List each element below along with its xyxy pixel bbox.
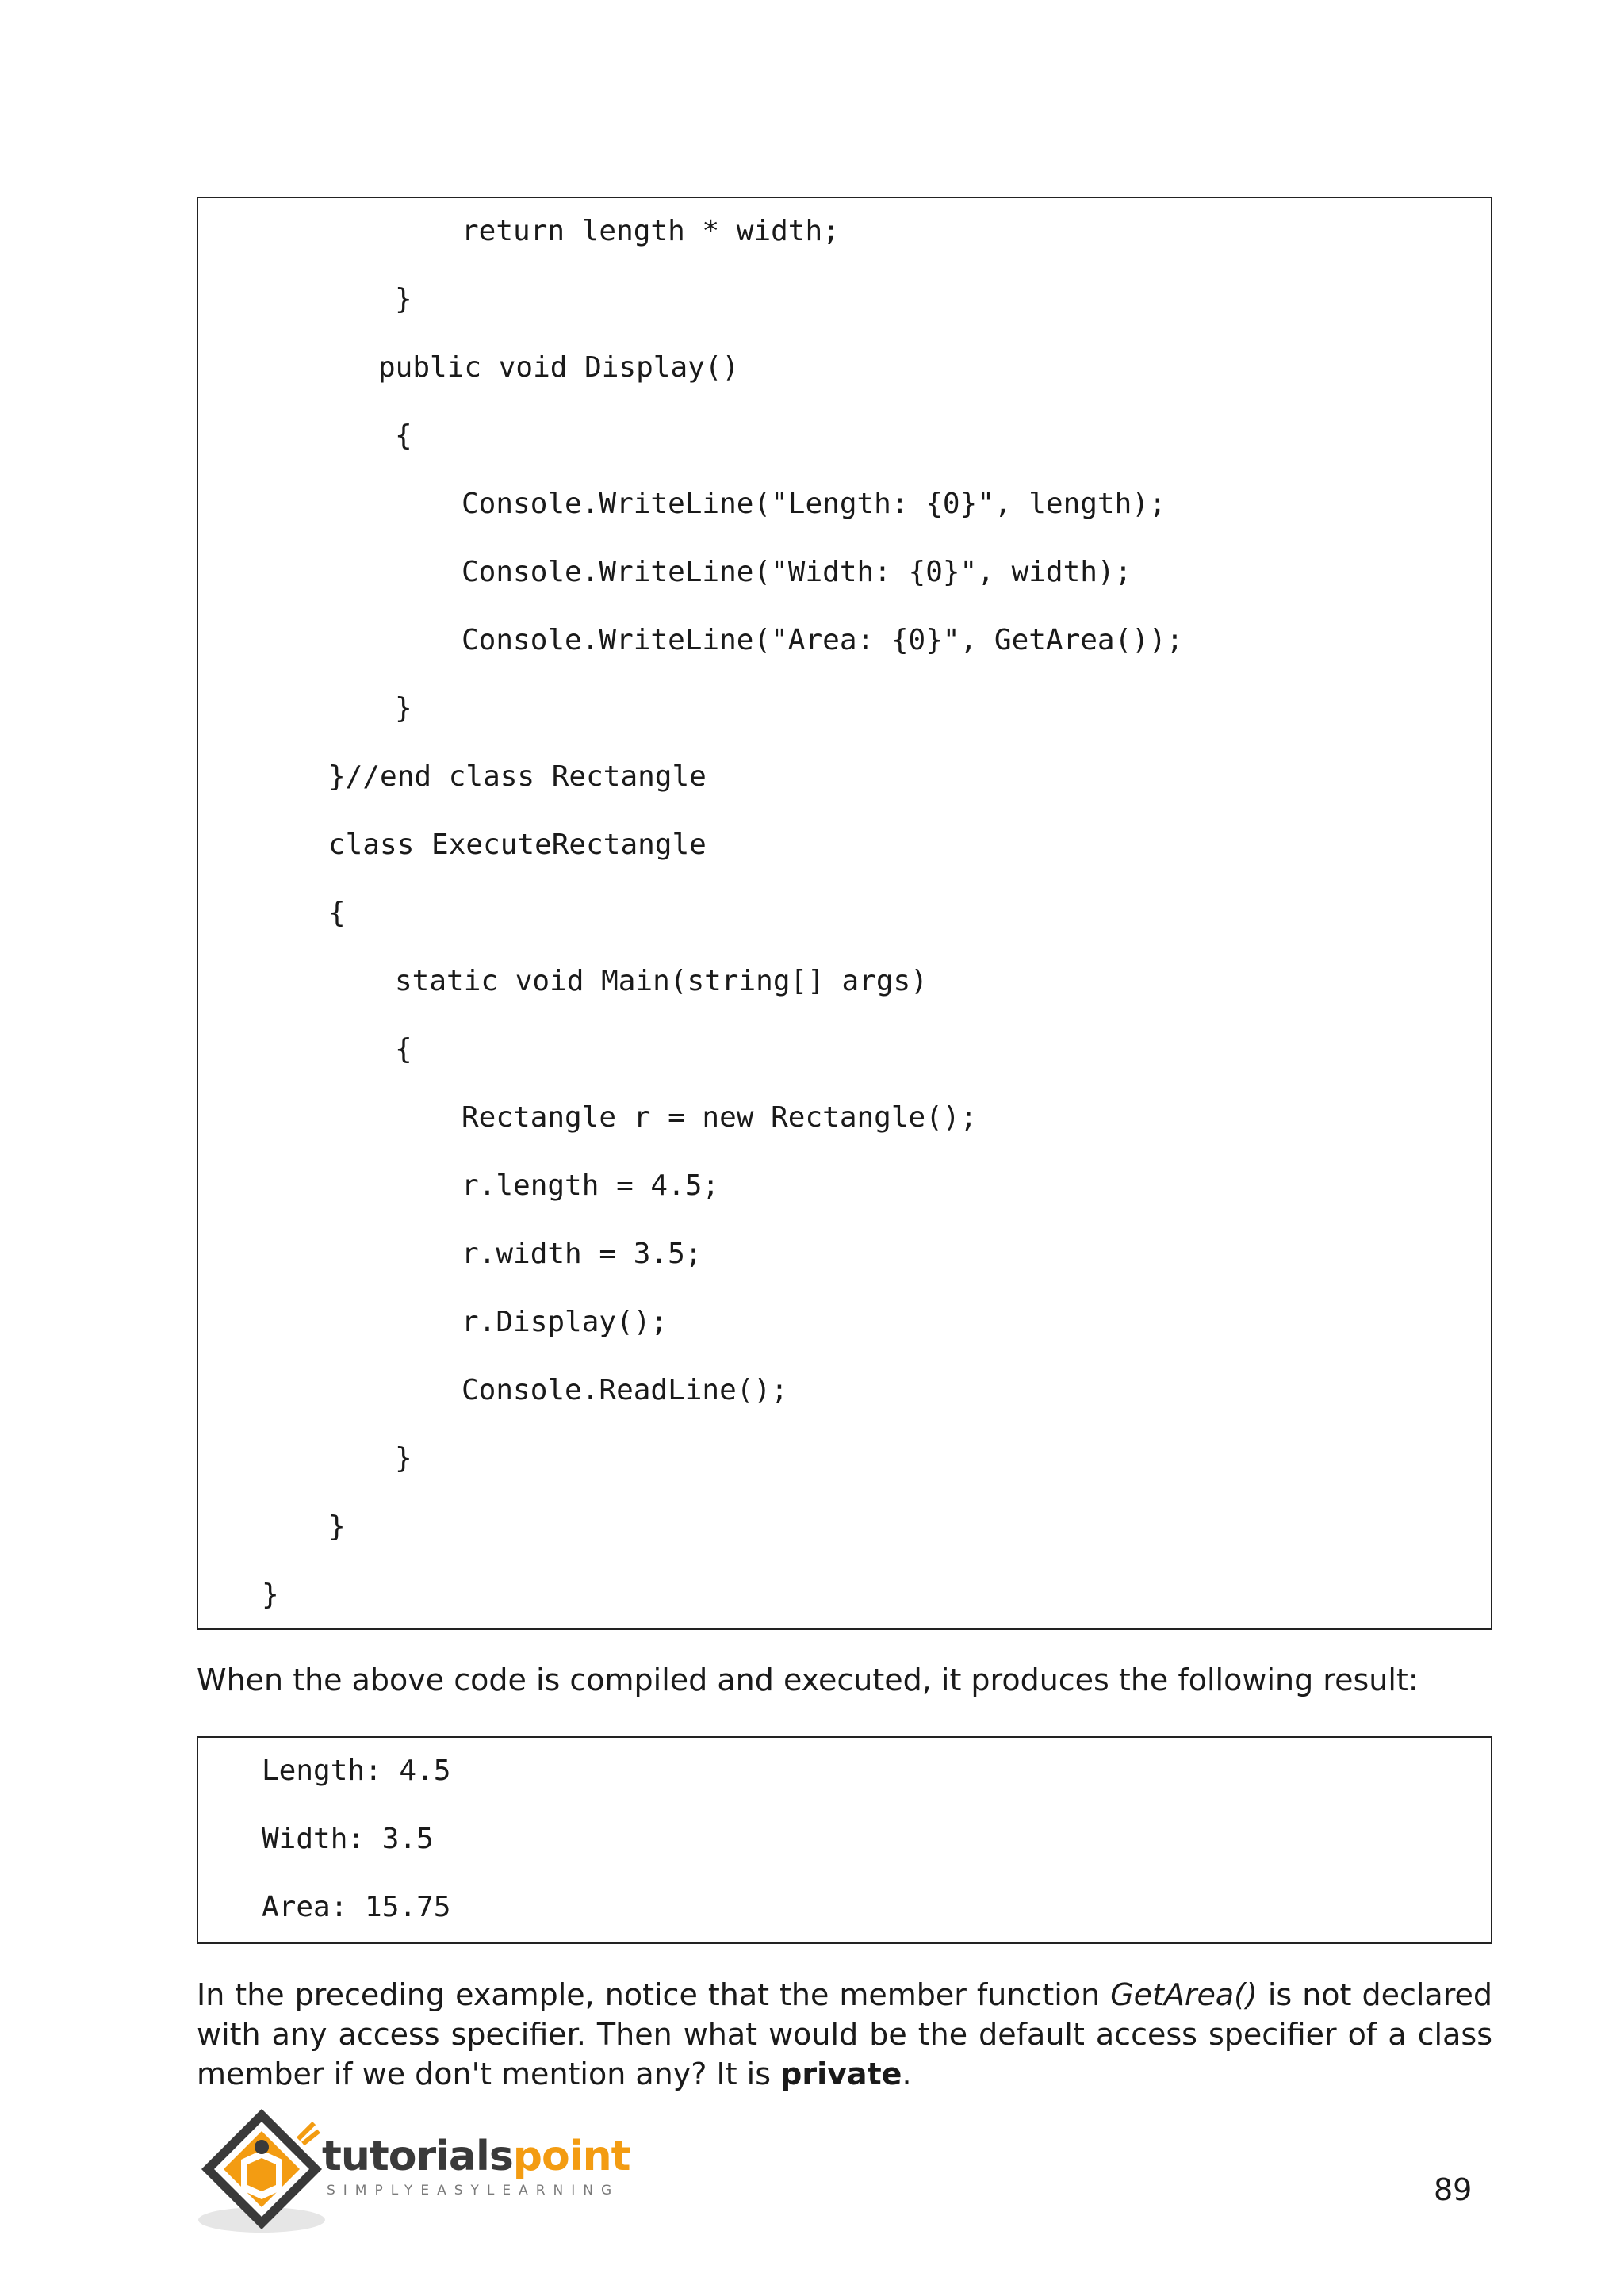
output-line: Area: 15.75: [262, 1891, 451, 1923]
explanation-text: In the preceding example, notice that the member function: [197, 1977, 1111, 2012]
page-number: 89: [1434, 2172, 1473, 2207]
code-line: Console.ReadLine();: [462, 1374, 788, 1406]
code-line: Console.WriteLine("Width: {0}", width);: [462, 556, 1132, 588]
code-line: Console.WriteLine("Area: {0}", GetArea());: [462, 624, 1184, 656]
code-line: public void Display(): [378, 351, 740, 384]
output-line: Width: 3.5: [262, 1823, 434, 1855]
code-line: }: [395, 283, 412, 316]
tutorialspoint-logo: [195, 2101, 671, 2236]
code-line: {: [328, 897, 346, 929]
explanation-line-3: [197, 2057, 912, 2091]
result-intro-text: When the above code is compiled and executed, it produces the following result:: [197, 1663, 1419, 1697]
code-block: [197, 197, 1492, 1630]
code-line: }: [395, 1442, 412, 1475]
code-line: return length * width;: [462, 215, 840, 247]
logo-tagline: SIMPLYEASYLEARNING: [327, 2183, 620, 2198]
code-line: }//end class Rectangle: [328, 760, 707, 793]
code-line: r.length = 4.5;: [462, 1169, 720, 1202]
code-line: {: [395, 419, 412, 452]
explanation-line-1: [197, 1977, 1492, 2012]
logo-diamond-icon: [195, 2101, 330, 2236]
code-line: Rectangle r = new Rectangle();: [462, 1101, 978, 1134]
output-line: Length: 4.5: [262, 1755, 451, 1787]
output-block: [197, 1736, 1492, 1944]
explanation-text: .: [902, 2057, 912, 2091]
explanation-text: member if we don't mention any? It is: [197, 2057, 781, 2091]
code-line: Console.WriteLine("Length: {0}", length);: [462, 488, 1166, 520]
code-line: r.width = 3.5;: [462, 1238, 703, 1270]
code-line: }: [328, 1510, 346, 1543]
code-line: class ExecuteRectangle: [328, 828, 707, 861]
code-line: }: [262, 1578, 279, 1611]
private-emphasis: private: [780, 2057, 902, 2091]
logo-wordmark: tutorialspoint: [322, 2133, 630, 2180]
code-line: static void Main(string[] args): [395, 965, 928, 997]
getarea-emphasis: GetArea(): [1110, 1977, 1258, 2012]
code-line: {: [395, 1033, 412, 1066]
explanation-line-2: with any access specifier. Then what would be the default access specifier of a class: [197, 2017, 1492, 2052]
code-line: r.Display();: [462, 1306, 668, 1338]
code-line: }: [395, 692, 412, 725]
explanation-text: is not declared: [1257, 1977, 1492, 2012]
